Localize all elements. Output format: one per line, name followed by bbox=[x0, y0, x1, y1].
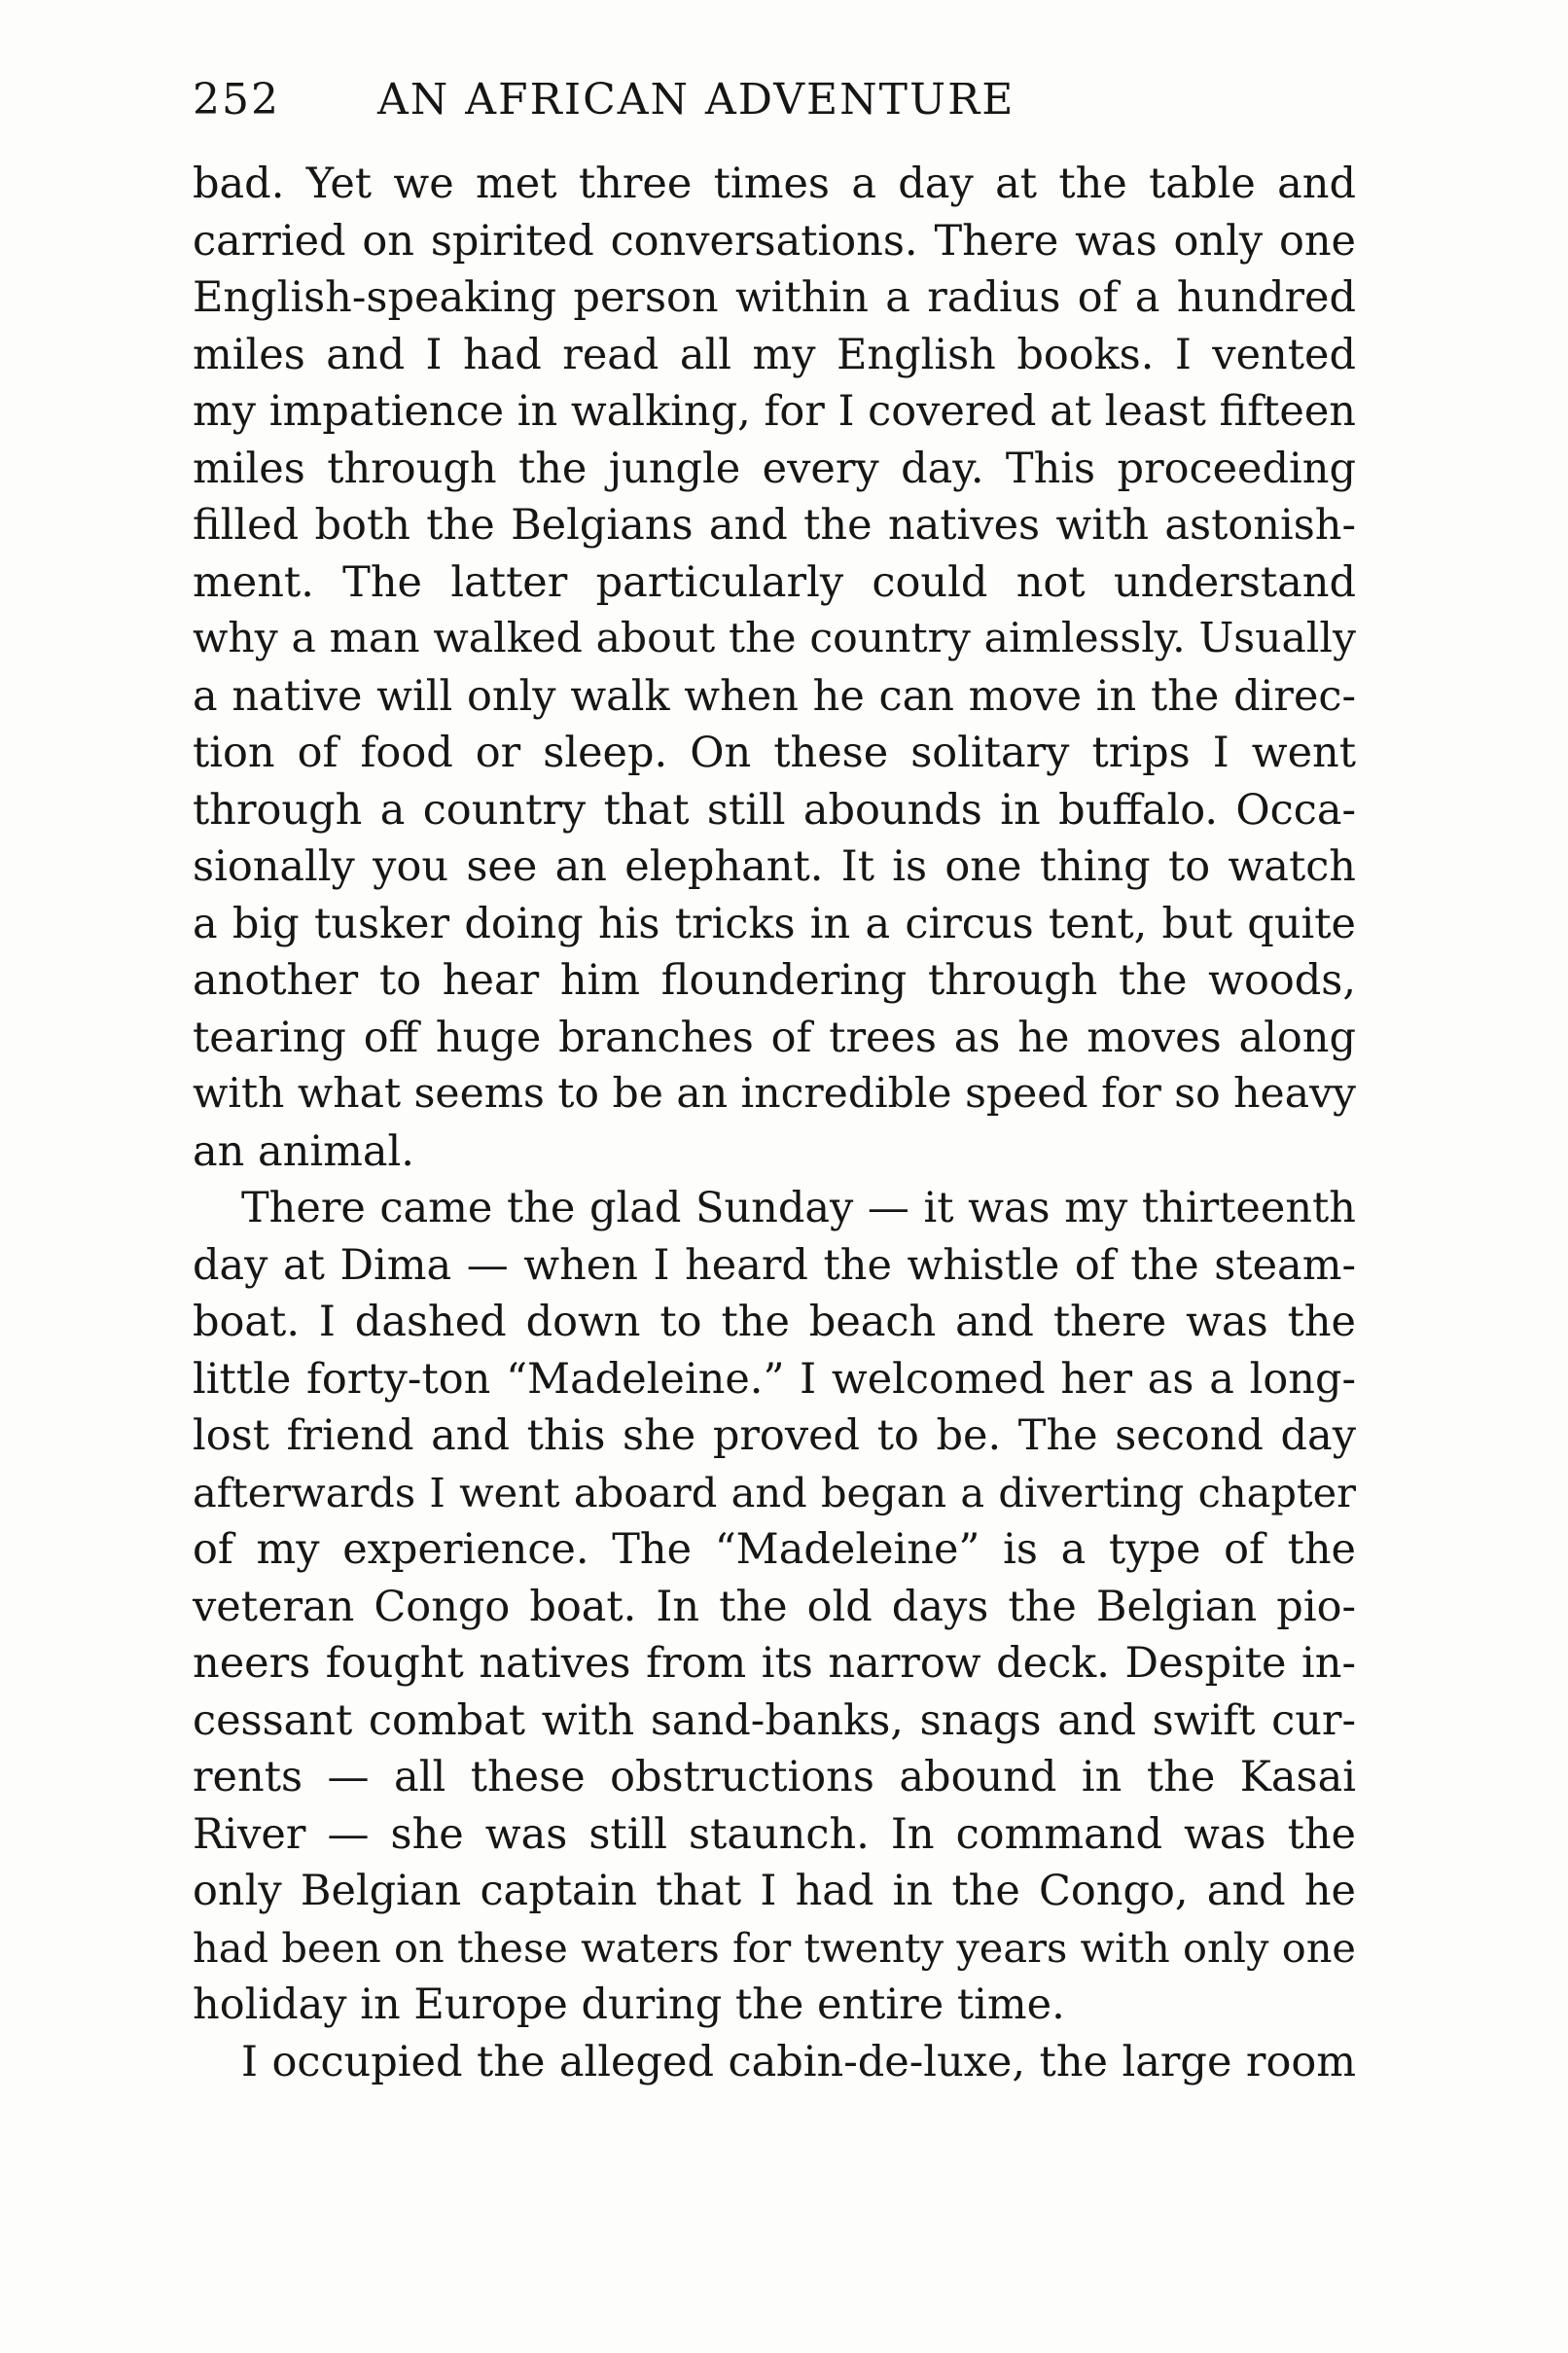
text-line: There came the glad Sunday — it was my thirteenth bbox=[241, 1184, 1356, 1232]
text-line: English-speaking person within a radius of a hundred bbox=[193, 273, 1356, 322]
text-line: afterwards I went aboard and began a diverting chapter bbox=[193, 1468, 1356, 1516]
text-line: an animal. bbox=[193, 1126, 414, 1176]
text-line: River — she was still staunch. In command was the bbox=[193, 1809, 1356, 1859]
text-line: neers fought natives from its narrow deck. Despite in- bbox=[193, 1639, 1356, 1688]
text-line: miles and I had read all my English books. I vented bbox=[193, 330, 1356, 379]
text-line: boat. I dashed down to the beach and there was the bbox=[193, 1298, 1356, 1346]
text-line: holiday in Europe during the entire time. bbox=[193, 1980, 1065, 2029]
text-line: a native will only walk when he can move in the direc- bbox=[193, 671, 1356, 721]
text-line: only Belgian captain that I had in the Congo, and he bbox=[193, 1867, 1356, 1915]
text-line: day at Dima — when I heard the whistle of the steam- bbox=[193, 1240, 1356, 1290]
text-line: filled both the Belgians and the natives with astonish- bbox=[193, 501, 1356, 550]
text-line: I occupied the alleged cabin-de-luxe, the large room bbox=[241, 2037, 1356, 2086]
text-line: miles through the jungle every day. This proceeding bbox=[193, 444, 1356, 493]
text-line: sionally you see an elephant. It is one thing to watch bbox=[193, 842, 1356, 891]
page-number: 252 bbox=[193, 75, 280, 125]
running-title: AN AFRICAN ADVENTURE bbox=[377, 75, 1016, 125]
text-line: tearing off huge branches of trees as he moves along bbox=[193, 1013, 1356, 1062]
running-head bbox=[193, 66, 1356, 134]
text-line: rents — all these obstructions abound in the Kasai bbox=[193, 1753, 1356, 1801]
text-line: had been on these waters for twenty years with only one bbox=[193, 1923, 1356, 1972]
text-line: my impatience in walking, for I covered at least fifteen bbox=[193, 387, 1356, 436]
text-line: veteran Congo boat. In the old days the Belgian pio- bbox=[193, 1582, 1356, 1631]
text-line: with what seems to be an incredible speed for so heavy bbox=[193, 1070, 1357, 1118]
text-line: why a man walked about the country aimlessly. Usually bbox=[193, 615, 1356, 662]
text-line: through a country that still abounds in buffalo. Occa- bbox=[193, 785, 1356, 835]
text-line: a big tusker doing his tricks in a circus tent, but quite bbox=[193, 899, 1356, 948]
text-line: tion of food or sleep. On these solitary trips I went bbox=[193, 729, 1356, 777]
text-line: carried on spirited conversations. There was only one bbox=[193, 216, 1356, 266]
text-line: of my experience. The “Madeleine” is a type of the bbox=[193, 1525, 1356, 1574]
text-line: bad. Yet we met three times a day at the table and bbox=[193, 160, 1356, 208]
body-text bbox=[193, 156, 1356, 2090]
text-line: cessant combat with sand-banks, snags and swift cur- bbox=[193, 1695, 1356, 1745]
text-line: ment. The latter particularly could not understand bbox=[193, 557, 1356, 607]
text-line: little forty-ton “Madeleine.” I welcomed her as a long- bbox=[193, 1354, 1356, 1404]
text-line: lost friend and this she proved to be. The second day bbox=[193, 1411, 1356, 1460]
text-line: another to hear him floundering through the woods, bbox=[193, 956, 1356, 1005]
